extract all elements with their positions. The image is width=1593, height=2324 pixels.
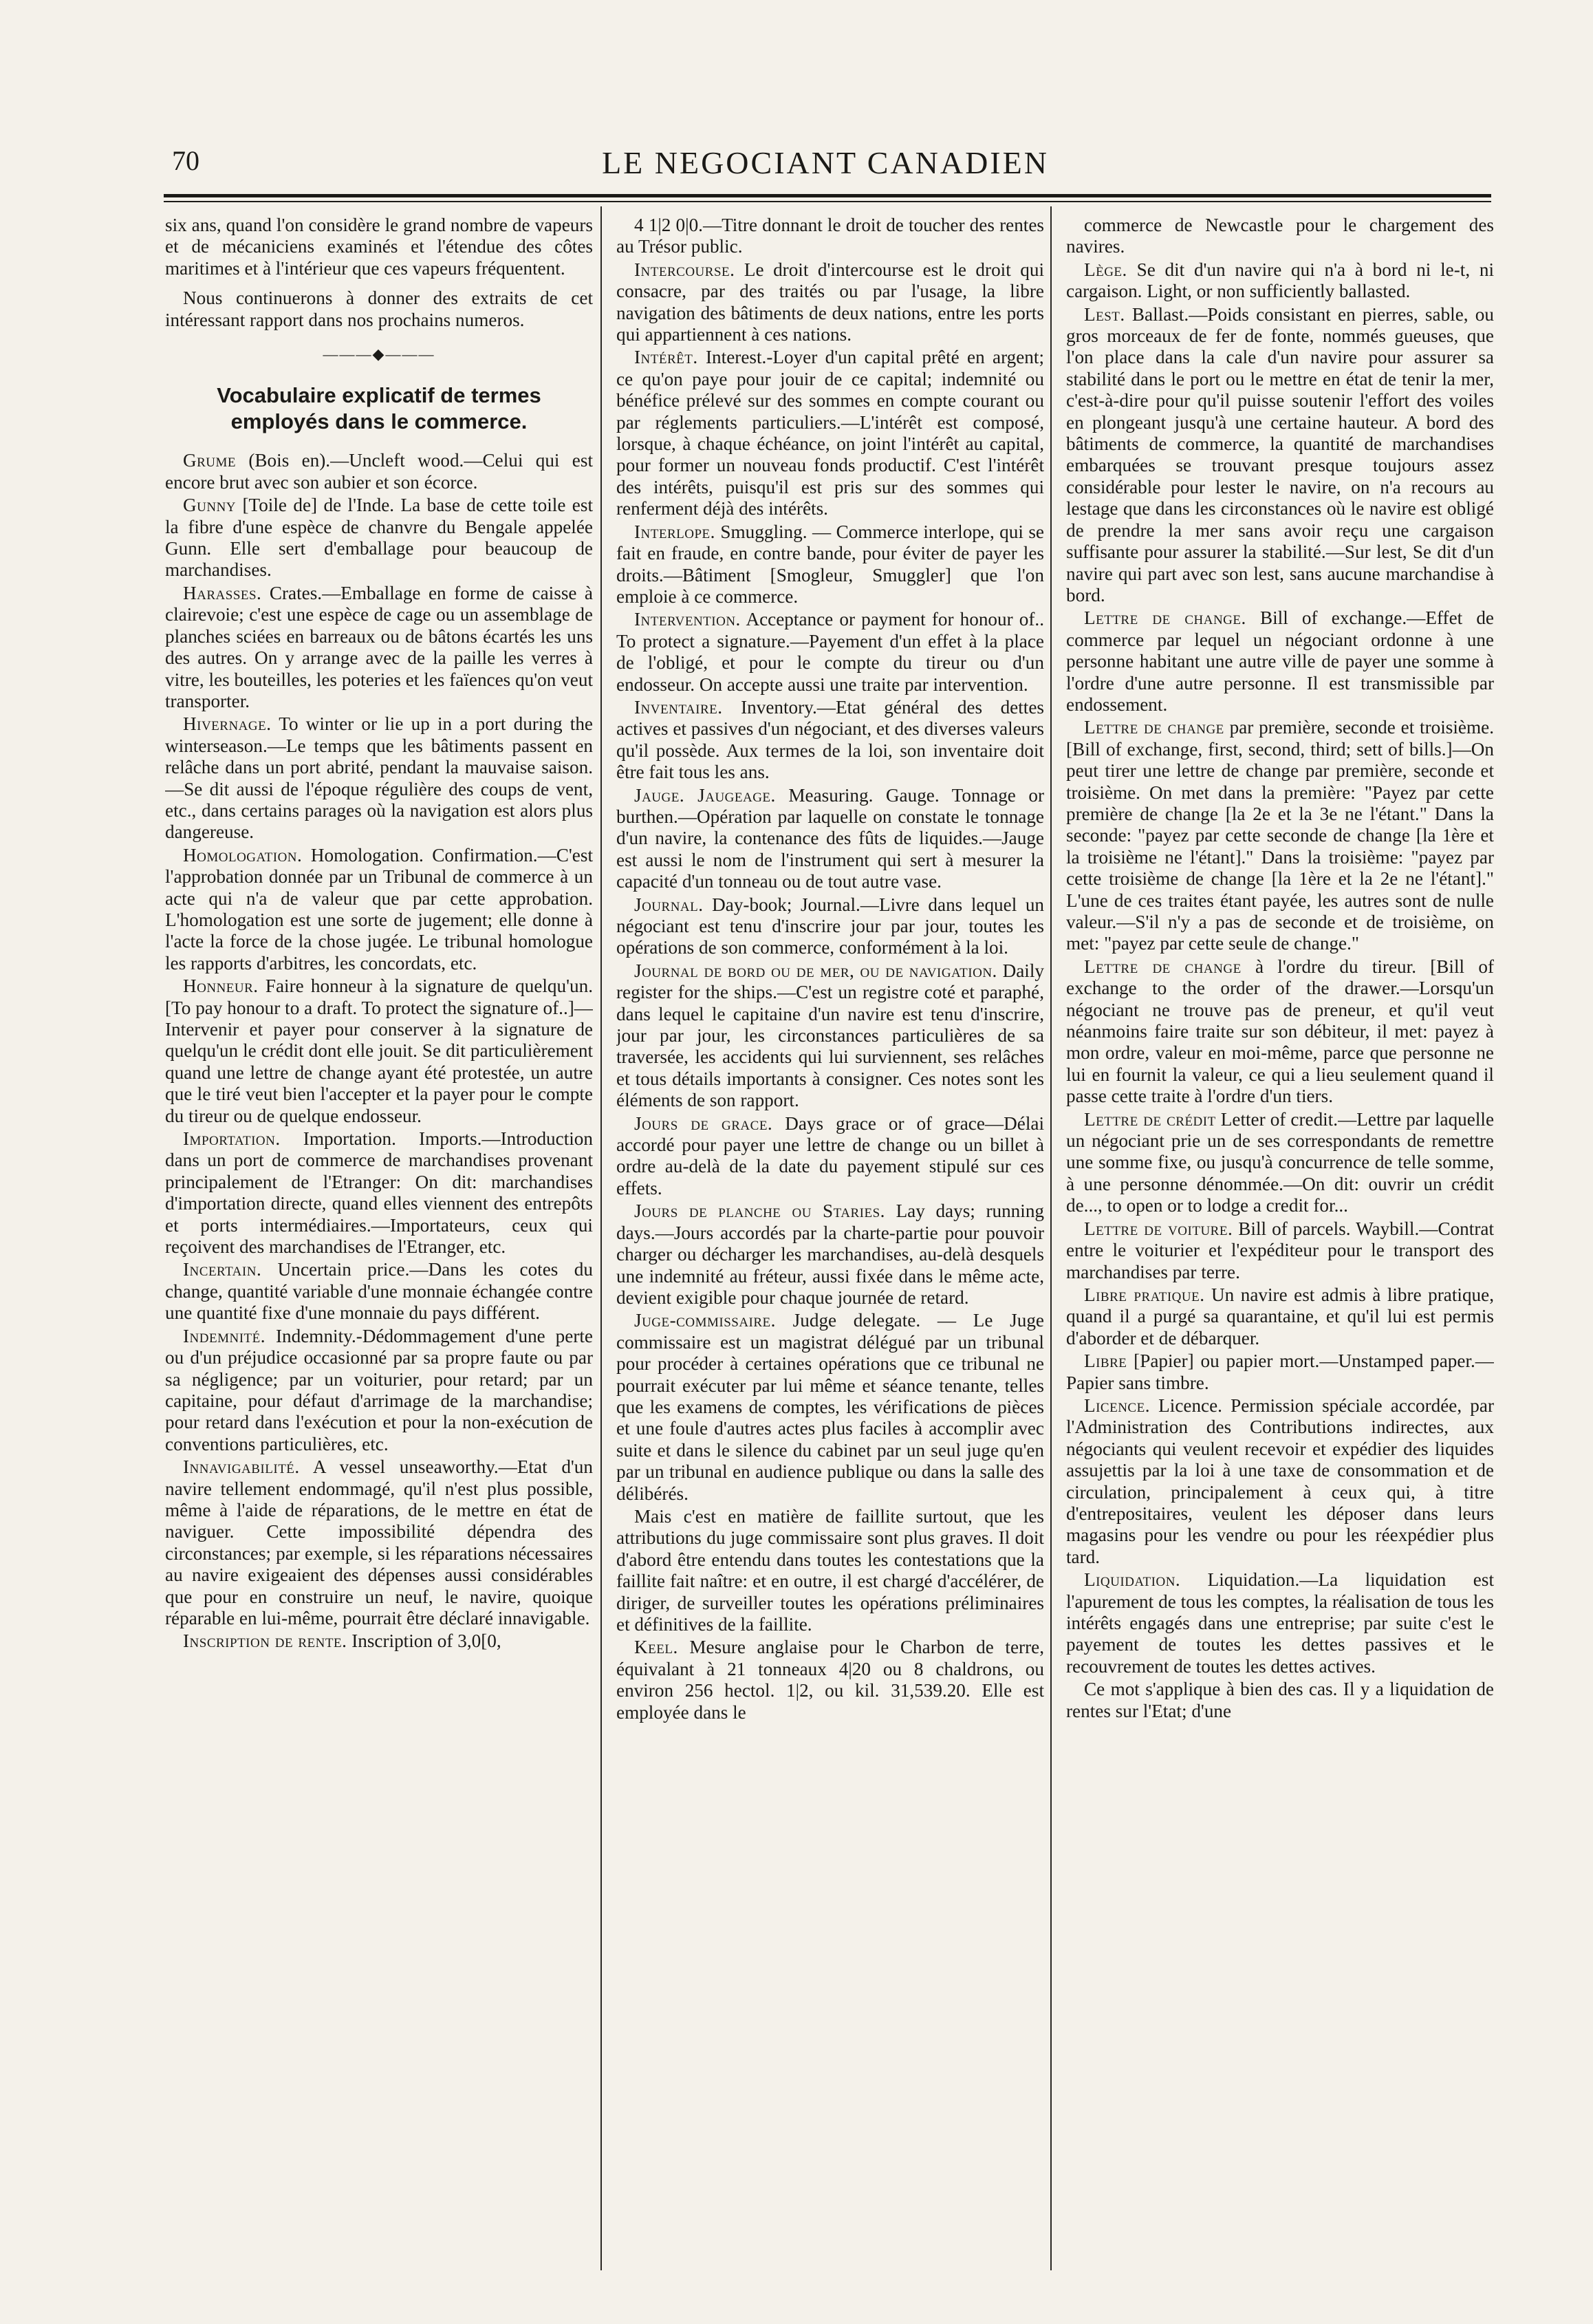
entry-definition: (Bois en).—Uncleft wood.—Celui qui est encore brut avec son aubier et son écorce. [165,450,593,493]
entry-term: Indemnité. [183,1325,266,1346]
vocabulary-entry [616,521,1044,608]
entry-definition: Measuring. Gauge. Tonnage or burthen.—Opération par laquelle on constate le tonnage d'un navire, la contenance des fûts de liquides.—Jauge est aussi le nom de l'instrument qui sert à mesurer la capacité d'un tonneau ou de tout autre vase. [616,784,1044,892]
entry-term: Honneur. [183,976,259,997]
vocabulary-entry [616,960,1044,1112]
entry-term: Incertain. [183,1259,262,1280]
entry-term: Juge-commissaire. [634,1310,776,1331]
entry-definition: Days grace or of grace—Délai accordé pour payer une lettre de change ou un billet à ordre au-delà de la date du payement stipulé sur ces effets. [616,1112,1044,1198]
entry-definition: par première, seconde et troisième. [Bill of exchange, first, second, third; sett of bills.]—On peut tirer une lettre de change par première, seconde et troisième. On met dans la première: "Payez par cette première de change [la 2e et la 3e ne l'étant." Dans la seconde: "payez par cette seconde de change [la 1ère et la troisième ne l'étant]." Dans la troisième: "payez par cette troisième de change [la 1ère et la 2e ne l'étant]." L'une de ces traites étant payée, les autres sont de nulle valeur.—S'il n'y a pas de seconde et de troisième, on met: "payez par cette seule de change." [1066,717,1494,954]
entry-definition: Mais c'est en matière de faillite surtout, que les attributions du juge commissaire sont plus graves. Il doit d'abord être entendu dans toutes les contestations que la faillite fait naître: et en outre, il est chargé d'accélérer, de diriger, de surveiller toutes les opérations préliminaires et définitives de la faillite. [616,1505,1044,1635]
entry-term: Lège. [1084,259,1127,280]
entry-term: Inventaire. [634,696,723,718]
entry-term: Lettre de voiture. [1084,1218,1233,1239]
entry-definition: Daily register for the ships.—C'est un registre coté et paraphé, dans lequel le capitaine d'un navire est tenu d'inscrire, jour par jour, les circonstances particulières de sa traversée, les accidents qui lui surviennent, ses relâches et tous détails importants à consigner. Ces notes sont les éléments de son rapport. [616,960,1044,1111]
section-title: Vocabulaire explicatif de termes employés dans le commerce. [217,383,541,434]
vocabulary-entry [165,1326,593,1455]
entry-definition: Inscription of 3,0[0, [351,1631,501,1652]
vocabulary-entry [165,1128,593,1258]
vocabulary-entry [616,259,1044,346]
column-separator [1050,206,1052,2270]
vocabulary-entry [1066,607,1494,716]
vocabulary-entry [616,1506,1044,1635]
entry-term: Homologation. [183,844,303,865]
vocabulary-entry [1066,304,1494,607]
entry-definition: Le droit d'intercourse est le droit qui consacre, par des traités ou par l'usage, la libre navigation des bâtiments de deux nations, entre les ports qui appartiennent à ces nations. [616,259,1044,345]
column-2 [616,215,1044,2272]
entry-term: Gunny [183,495,237,516]
vocabulary-entry [616,347,1044,519]
entry-term: Hivernage. [183,713,272,735]
vocabulary-entry [1066,259,1494,303]
vocabulary-entry [1066,1569,1494,1677]
entry-term: Lettre de change [1084,717,1224,738]
vocabulary-entry [616,894,1044,959]
entry-term: Licence. [1084,1395,1151,1416]
vocabulary-entry [616,697,1044,784]
entry-term: Inscription de rente. [183,1631,347,1652]
vocabulary-entries [165,450,593,1652]
vocabulary-entry [165,845,593,974]
vocabulary-entry [165,976,593,1127]
vocabulary-entry [165,495,593,581]
masthead-title: LE NEGOCIANT CANADIEN [602,145,1049,180]
vocabulary-entry [1066,1284,1494,1349]
entry-definition: Smuggling. — Commerce interlope, qui se fait en fraude, en contre bande, pour éviter de payer les droits.—Bâtiment [Smogleur, Smuggler] que l'on emploie à ce commerce. [616,521,1044,607]
entry-term: Liquidation. [1084,1569,1181,1591]
vocabulary-entry [616,785,1044,893]
entry-definition: Lay days; running days.—Jours accordés par la charte-partie pour pouvoir charger ou décharger les marchandises, au-delà desquels une indemnité au fréteur, aussi fixée dans le même acte, devient exigible pour chaque journée de retard. [616,1201,1044,1308]
entry-term: Grume [183,450,237,471]
vocabulary-entry [1066,1351,1494,1394]
entry-definition: Acceptance or payment for honour of.. To protect a signature.—Payement d'un effet à la place de l'obligé, et pour le compte du tireur ou d'un endosseur. On accepte aussi une traite par intervention. [616,609,1044,695]
entry-term: Keel. [634,1637,678,1658]
entry-definition: Importation. Imports.—Introduction dans un port de commerce de marchandises provenant principalement de l'Etranger: On dit: marchandises d'importation directe, quand elles viennent des entrepôts et ports intermédiaires.—Importateurs, ceux qui reçoivent des marchandises de l'Etranger, etc. [165,1128,593,1258]
vocabulary-entries [1066,215,1494,1722]
vocabulary-entry [165,450,593,493]
entry-definition: A vessel unseaworthy.—Etat d'un navire tellement endommagé, qu'il n'est plus possible, même à l'aide de réparations, de le mettre en état de naviguer. Cette impossibilité dépendra des circonstances; par exemple, si les réparations nécessaires au navire exigeaient des dépenses aussi considérables que pour en construire un neuf, le navire, quoique réparable en lui-même, pourrait être déclaré innavigable. [165,1456,593,1628]
entry-term: Libre [1084,1351,1127,1372]
entry-definition: Uncertain price.—Dans les cotes du change, quantité variable d'une monnaie échangée contre une quantité fixe d'une monnaie du pays différent. [165,1259,593,1324]
entry-definition: 4 1|2 0|0.—Titre donnant le droit de toucher des rentes au Trésor public. [616,215,1044,257]
entry-definition: Licence. Permission spéciale accordée, par l'Administration des Contributions indirectes, aux négociants qui veulent recevoir et expédier des liquides assujettis par la loi à une taxe de consommation et de circulation, principalement à ceux qui, à titre d'entrepositaires, veulent les déposer dans leurs magasins pour les vendre ou pour les réexpédier plus tard. [1066,1395,1494,1567]
entry-definition: Ce mot s'applique à bien des cas. Il y a liquidation de rentes sur l'Etat; d'une [1066,1679,1494,1721]
vocabulary-entry [616,1637,1044,1723]
entry-definition: Interest.-Loyer d'un capital prêté en argent; ce qu'on paye pour jouir de ce capital; indemnité ou bénéfice prélevé sur des sommes en compte courant ou par réglements particuliers.—L'intérêt est composé, lorsque, à chaque échéance, on joint l'intérêt au capital, pour former un nouveau fonds productif. C'est l'intérêt des intérêts, puisqu'il est pris sur des sommes qui renferment déjà des intérêts. [616,347,1044,519]
vocabulary-entry [616,215,1044,258]
entry-definition: commerce de Newcastle pour le chargement des navires. [1066,215,1494,257]
entry-term: Innavigabilité. [183,1456,300,1478]
entry-term: Jours de grace. [634,1112,773,1134]
entry-definition: à l'ordre du tireur. [Bill of exchange to the order of the drawer.—Lorsqu'un négociant ne trouve pas de preneur, et qu'il veut néanmoins faire traite sur son débiteur, il met: payez à mon ordre, valeur en moi-même, parce que personne ne lui en fournit la valeur, ce qui a lieu seulement quand il passe cette traite à l'ordre d'un tiers. [1066,956,1494,1107]
entry-term: Journal de bord ou de mer, ou de navigation. [634,960,997,981]
vocabulary-entry [616,1201,1044,1309]
entry-term: Lettre de change. [1084,607,1246,629]
column-3 [1066,215,1494,2272]
entry-definition: [Toile de] de l'Inde. La base de cette toile est la fibre d'une espèce de chanvre du Bengale appelée Gunn. Elle sert d'emballage pour beaucoup de marchandises. [165,495,593,581]
vocabulary-entry [616,609,1044,696]
vocabulary-entry [1066,1109,1494,1217]
vocabulary-entry [165,713,593,843]
entry-term: Intercourse. [634,259,735,280]
entry-definition: Mesure anglaise pour le Charbon de terre, équivalant à 21 tonneaux 4|20 ou 8 chaldrons, ou environ 256 hectol. 1|2, ou kil. 31,539.20. Elle est employée dans le [616,1637,1044,1723]
entry-term: Intervention. [634,609,741,630]
vocabulary-entry [165,1259,593,1324]
header-rule [164,194,1491,197]
vocabulary-entry [616,1113,1044,1200]
vocabulary-entry [1066,717,1494,954]
entry-term: Jours de planche ou Staries. [634,1201,885,1222]
section-ornament: ———◆——— [323,345,435,363]
entry-definition: Bill of exchange.—Effet de commerce par lequel un négociant ordonne à une personne habitant une autre ville de payer une somme à l'ordre d'une autre personne. Il est transmissible par endossement. [1066,607,1494,715]
vocabulary-entry [165,1631,593,1652]
entry-definition: [Papier] ou papier mort.—Unstamped paper.—Papier sans timbre. [1066,1351,1494,1393]
entry-definition: Liquidation.—La liquidation est l'apurement de tous les comptes, la réalisation de tous les intérêts engagés dans une entreprise; par suite c'est le payement de toutes les dettes passives et le recouvrement de toutes les dettes actives. [1066,1569,1494,1677]
intro-paragraph: six ans, quand l'on considère le grand nombre de vapeurs et de mécaniciens examinés et l'étendue des côtes maritimes et à l'intérieur que ces vapeurs fréquentent. [165,215,593,279]
entry-term: Intérêt. [634,347,698,368]
entry-definition: Ballast.—Poids consistant en pierres, sable, ou gros morceaux de fer de fonte, nommés gueuses, que l'on place dans la cale d'un navire pour assurer sa stabilité dans le port ou le mettre en état de tenir la mer, c'est-à-dire pour qu'il puisse soutenir l'effort des voiles en plongeant jusqu'à une certaine hauteur. A bord des bâtiments de commerce, la quantité de marchandises embarquées se trouvant presque toujours assez considérable pour lester le navire, on n'a recours au lestage que dans les circonstances où le navire est obligé de prendre la mer sans avoir reçu une cargaison suffisante pour assurer la stabilité.—Sur lest, Se dit d'un navire qui part avec son lest, sans aucune marchandise à bord. [1066,303,1494,605]
entry-definition: Letter of credit.—Lettre par laquelle un négociant prie un de ses correspondants de remettre une somme fixe, ou jusqu'à concurrence de telle somme, à une personne dénommée.—On dit: ouvrir un crédit de..., to open or to lodge a credit for... [1066,1108,1494,1216]
page-number: 70 [172,145,199,176]
vocabulary-entry [165,583,593,712]
page-header [172,144,1479,186]
entry-definition: To winter or lie up in a port during the winterseason.—Le temps que les bâtiments passent en relâche dans un port abrité, pendant la mauvaise saison.—Se dit aussi de l'époque régulière des coups de vent, etc., dans certains parages où la navigation est alors plus dangereuse. [165,713,593,843]
entry-definition: Bill of parcels. Waybill.—Contrat entre le voiturier et l'expéditeur pour le transport des marchandises par terre. [1066,1218,1494,1282]
column-separator [600,206,602,2270]
intro-paragraph: Nous continuerons à donner des extraits de cet intéressant rapport dans nos prochains numeros. [165,288,593,330]
intro-text [165,215,593,331]
entry-term: Libre pratique. [1084,1284,1205,1305]
entry-term: Lettre de change [1084,956,1242,977]
vocabulary-entry [1066,1218,1494,1283]
vocabulary-entry [1066,215,1494,258]
entry-term: Lettre de crédit [1084,1108,1216,1130]
vocabulary-entry [165,1456,593,1629]
entry-definition: Day-book; Journal.—Livre dans lequel un négociant est tenu d'inscrire jour par jour, toutes les opérations de son commerce, conformément à la loi. [616,894,1044,958]
vocabulary-entry [1066,956,1494,1108]
entry-definition: Homologation. Confirmation.—C'est l'approbation donnée par un Tribunal de commerce à un acte qui n'a de valeur que par cette approbation. L'homologation est une sorte de jugement; elle donne à l'acte la force de la chose jugée. Le tribunal homologue les rapports d'arbitres, les concordats, etc. [165,844,593,973]
vocabulary-entries [616,215,1044,1723]
entry-definition: Judge delegate. — Le Juge commissaire est un magistrat délégué par un tribunal pour procéder à certaines opérations que ce tribunal ne pourrait exécuter par lui même et séance tenante, telles que les examens de comptes, les vérifications de pièces et une foule d'autres actes plus faciles à accomplir avec suite et dans le silence du cabinet par un seul juge qu'en par un tribunal en audience publique ou dans la salle des délibérés. [616,1310,1044,1504]
entry-definition: Crates.—Emballage en forme de caisse à clairevoie; c'est une espèce de cage ou un assemblage de planches sciées en barreaux ou de bâtons écartés les uns des autres. On y arrange avec de la paille les verres à vitre, les bouteilles, les poteries et les faïences qu'on veut transporter. [165,582,593,711]
vocabulary-entry [1066,1679,1494,1722]
entry-definition: Faire honneur à la signature de quelqu'un. [To pay honour to a draft. To protect the signature of..]—Intervenir et payer pour conserver à la signature de quelqu'un le crédit dont elle jouit. Se dit particulièrement quand une lettre de change ayant été protestée, un autre que le tiré veut bien l'accepter et la payer pour le compte du tireur ou de quelque endosseur. [165,976,593,1126]
entry-term: Lest. [1084,303,1125,325]
entry-definition: Se dit d'un navire qui n'a à bord ni le-t, ni cargaison. Light, or non sufficiently ballasted. [1066,259,1494,302]
entry-definition: Inventory.—Etat général des dettes actives et passives d'un négociant, et des diverses valeurs qu'il possède. Aux termes de la loi, son inventaire doit être fait tous les ans. [616,696,1044,783]
vocabulary-entry [616,1310,1044,1505]
vocabulary-entry [1066,1395,1494,1568]
entry-term: Jauge. Jaugeage. [634,784,776,806]
entry-definition: Indemnity.-Dédommagement d'une perte ou d'un préjudice occasionné par sa propre faute ou par sa négligence; par un voiturier, pour retard; par un capitaine, pour défaut d'arrimage de la marchandise; pour retard dans l'exécution et pour la non-exécution de conventions particulières, etc. [165,1325,593,1454]
entry-term: Interlope. [634,521,715,542]
header-rule-thin [164,201,1491,202]
entry-term: Journal. [634,894,704,915]
column-1 [165,215,593,2272]
entry-term: Importation. [183,1128,281,1150]
entry-term: Harasses. [183,582,262,603]
entry-definition: Un navire est admis à libre pratique, quand il a purgé sa quarantaine, et qu'il lui est permis d'aborder et de débarquer. [1066,1284,1494,1348]
